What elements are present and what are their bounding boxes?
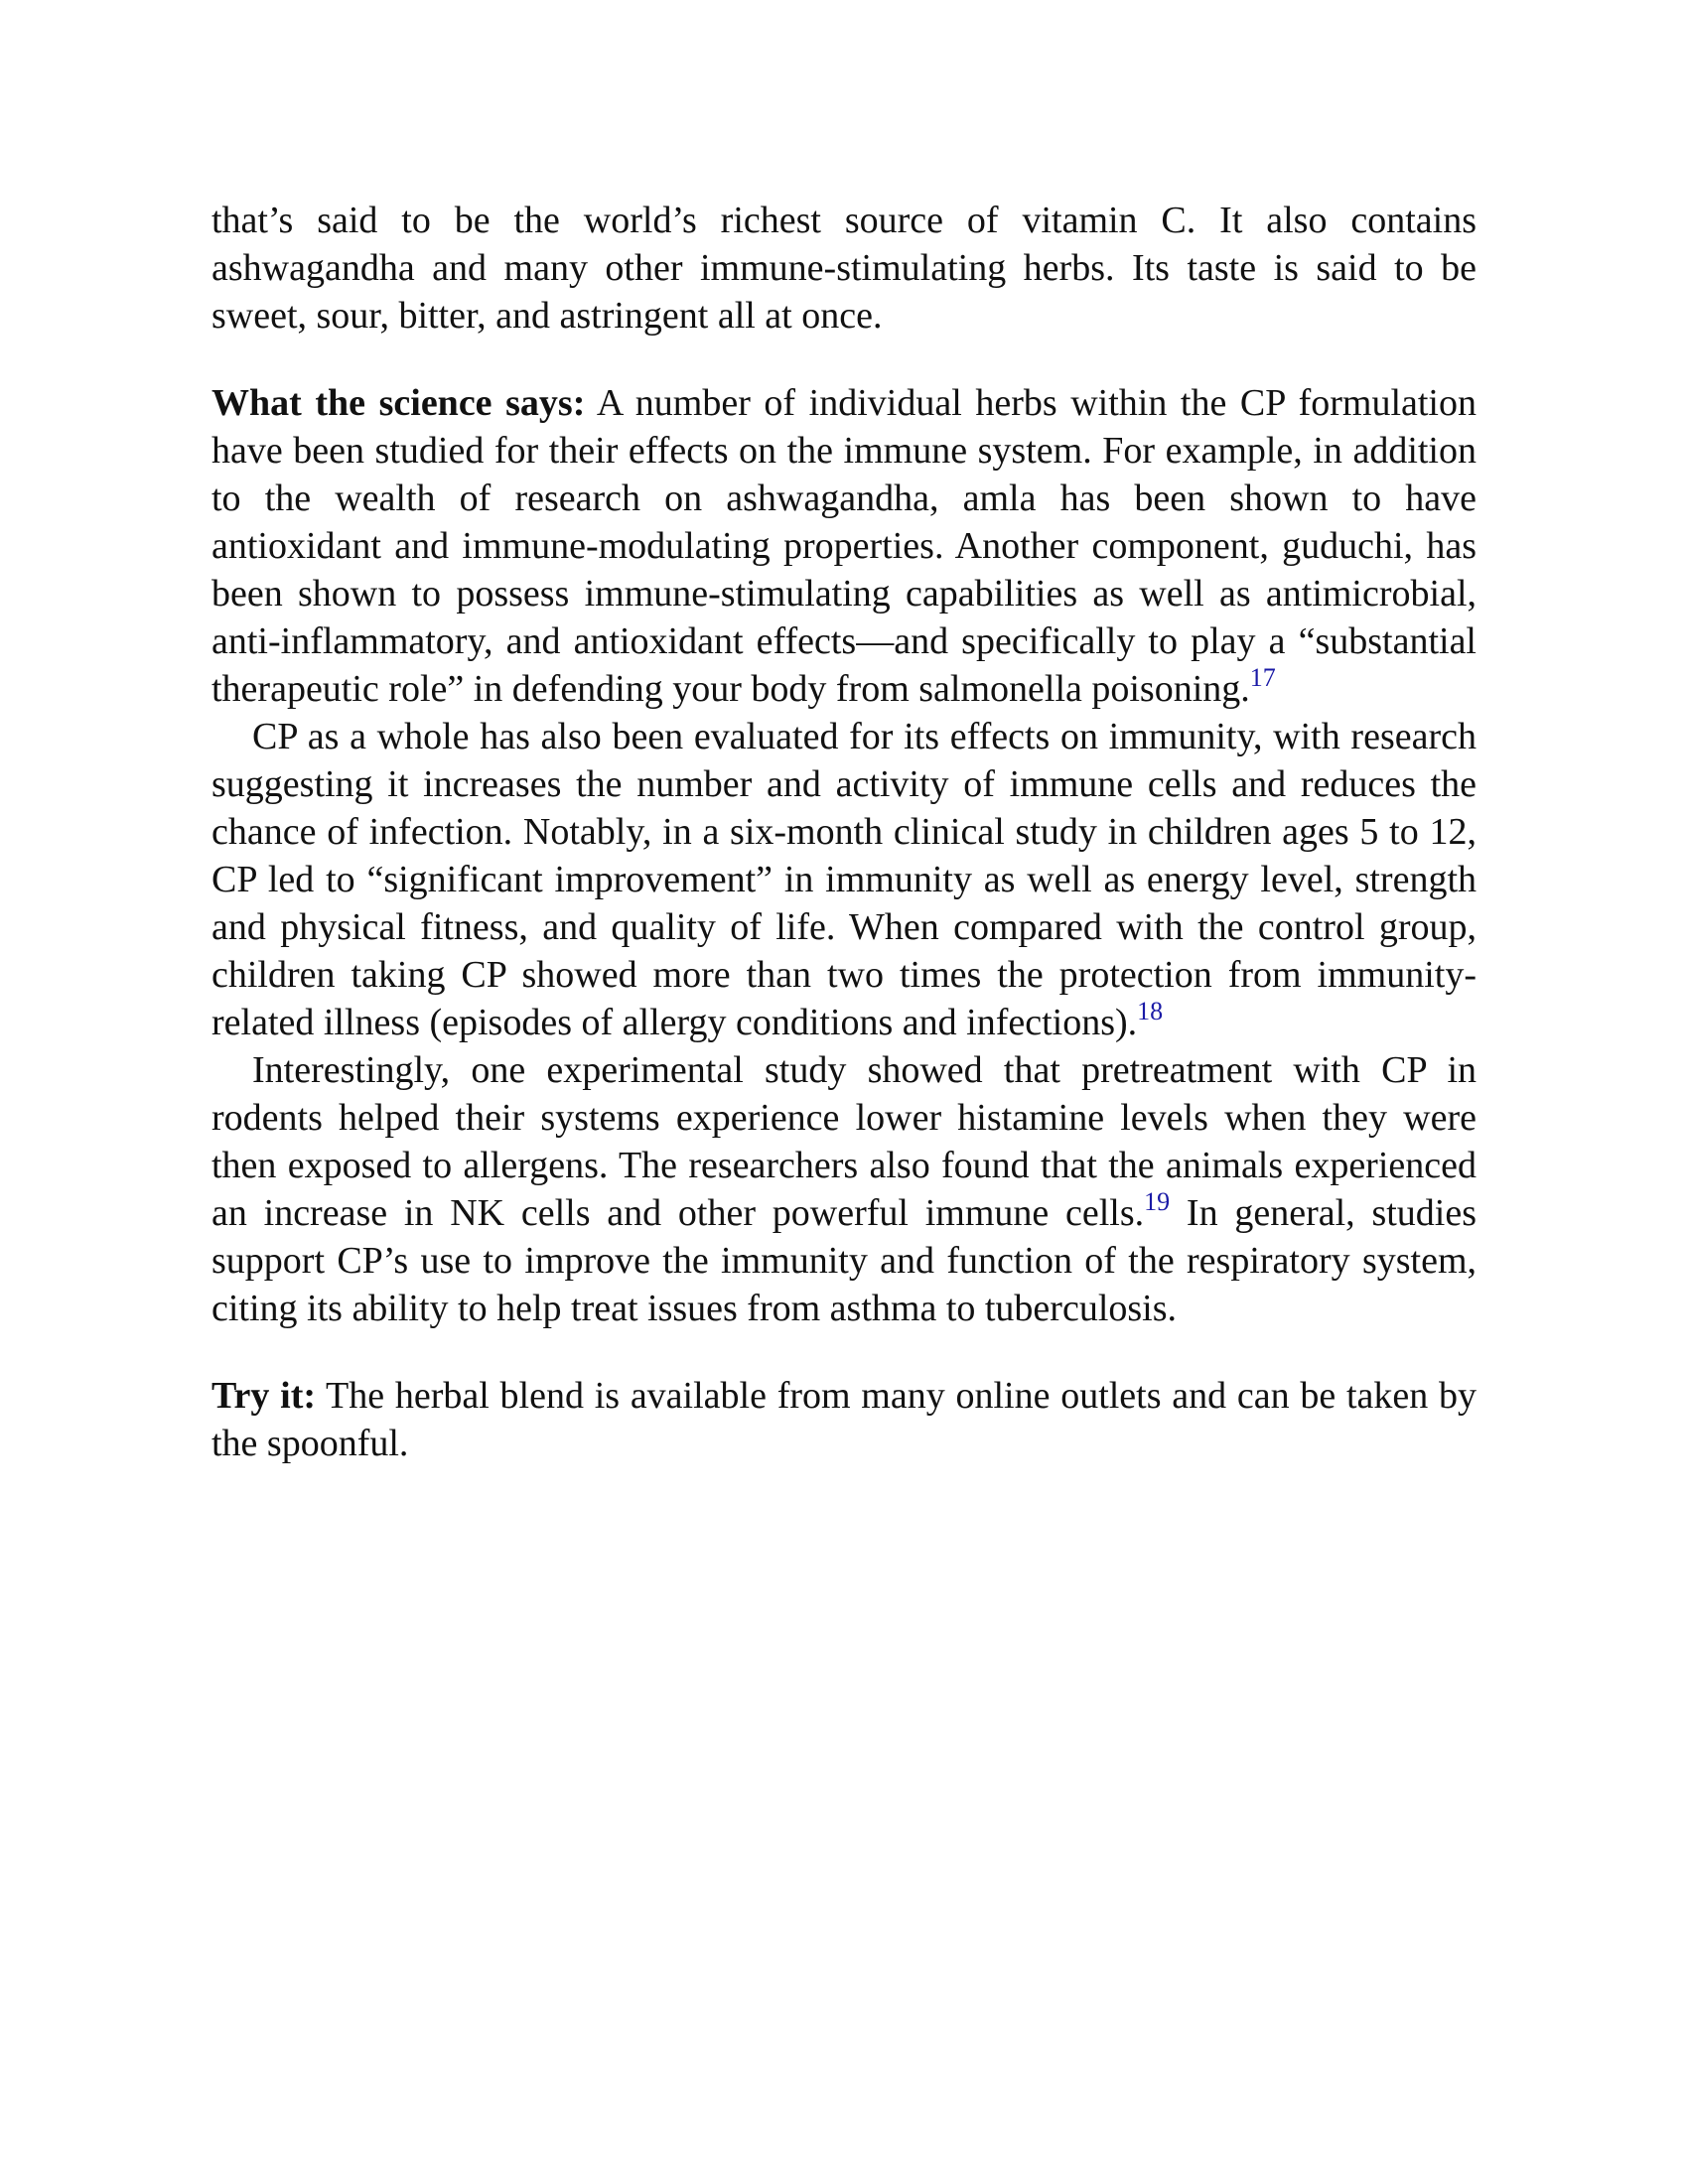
- try-it-heading: Try it:: [211, 1375, 316, 1417]
- rodent-study-text: Interestingly, one experimental study showed that pretreatment with CP in rodents helped their systems experience lower histamine levels when they were then exposed to allergens. The researchers also found that the animals experienced an increase in NK cells and other powerful immune cells.: [211, 1049, 1477, 1234]
- rodent-study-paragraph: [211, 1046, 1477, 1332]
- page-body: [211, 197, 1477, 1467]
- science-heading: What the science says:: [211, 382, 586, 424]
- cp-immunity-text: CP as a whole has also been evaluated for its effects on immunity, with research suggesting it increases the number and activity of immune cells and reduces the chance of infection. Notably, in a six-month clinical study in children ages 5 to 12, CP led to “significant improvement” in immunity as well as energy level, strength and physical fitness, and quality of life. When compared with the control group, children taking CP showed more than two times the protection from immunity-related illness (episodes of allergy conditions and infections).: [211, 716, 1477, 1043]
- science-text: A number of individual herbs within the CP formulation have been studied for their effects on the immune system. For example, in addition to the wealth of research on ashwagandha, amla has been shown to have antioxidant and immune-modulating properties. Another component, guduchi, has been shown to possess immune-stimulating capabilities as well as antimicrobial, anti-inflammatory, and antioxidant effects—and specifically to play a “substantial therapeutic role” in defending your body from salmonella poisoning.: [211, 382, 1477, 710]
- try-it-text: The herbal blend is available from many online outlets and can be taken by the spoonful.: [211, 1375, 1477, 1464]
- footnote-ref-18[interactable]: 18: [1137, 997, 1164, 1025]
- intro-paragraph: [211, 197, 1477, 340]
- footnote-ref-17[interactable]: 17: [1249, 663, 1276, 692]
- rodent-study-text-continued: In general, studies support CP’s use to improve the immunity and function of the respiratory system, citing its ability to help treat issues from asthma to tuberculosis.: [211, 1192, 1477, 1329]
- intro-text: that’s said to be the world’s richest source of vitamin C. It also contains ashwagandha and many other immune-stimulating herbs. Its taste is said to be sweet, sour, bitter, and astringent all at once.: [211, 200, 1477, 337]
- footnote-ref-19[interactable]: 19: [1144, 1187, 1171, 1216]
- cp-immunity-paragraph: [211, 713, 1477, 1046]
- try-it-paragraph: [211, 1372, 1477, 1467]
- science-paragraph: [211, 379, 1477, 713]
